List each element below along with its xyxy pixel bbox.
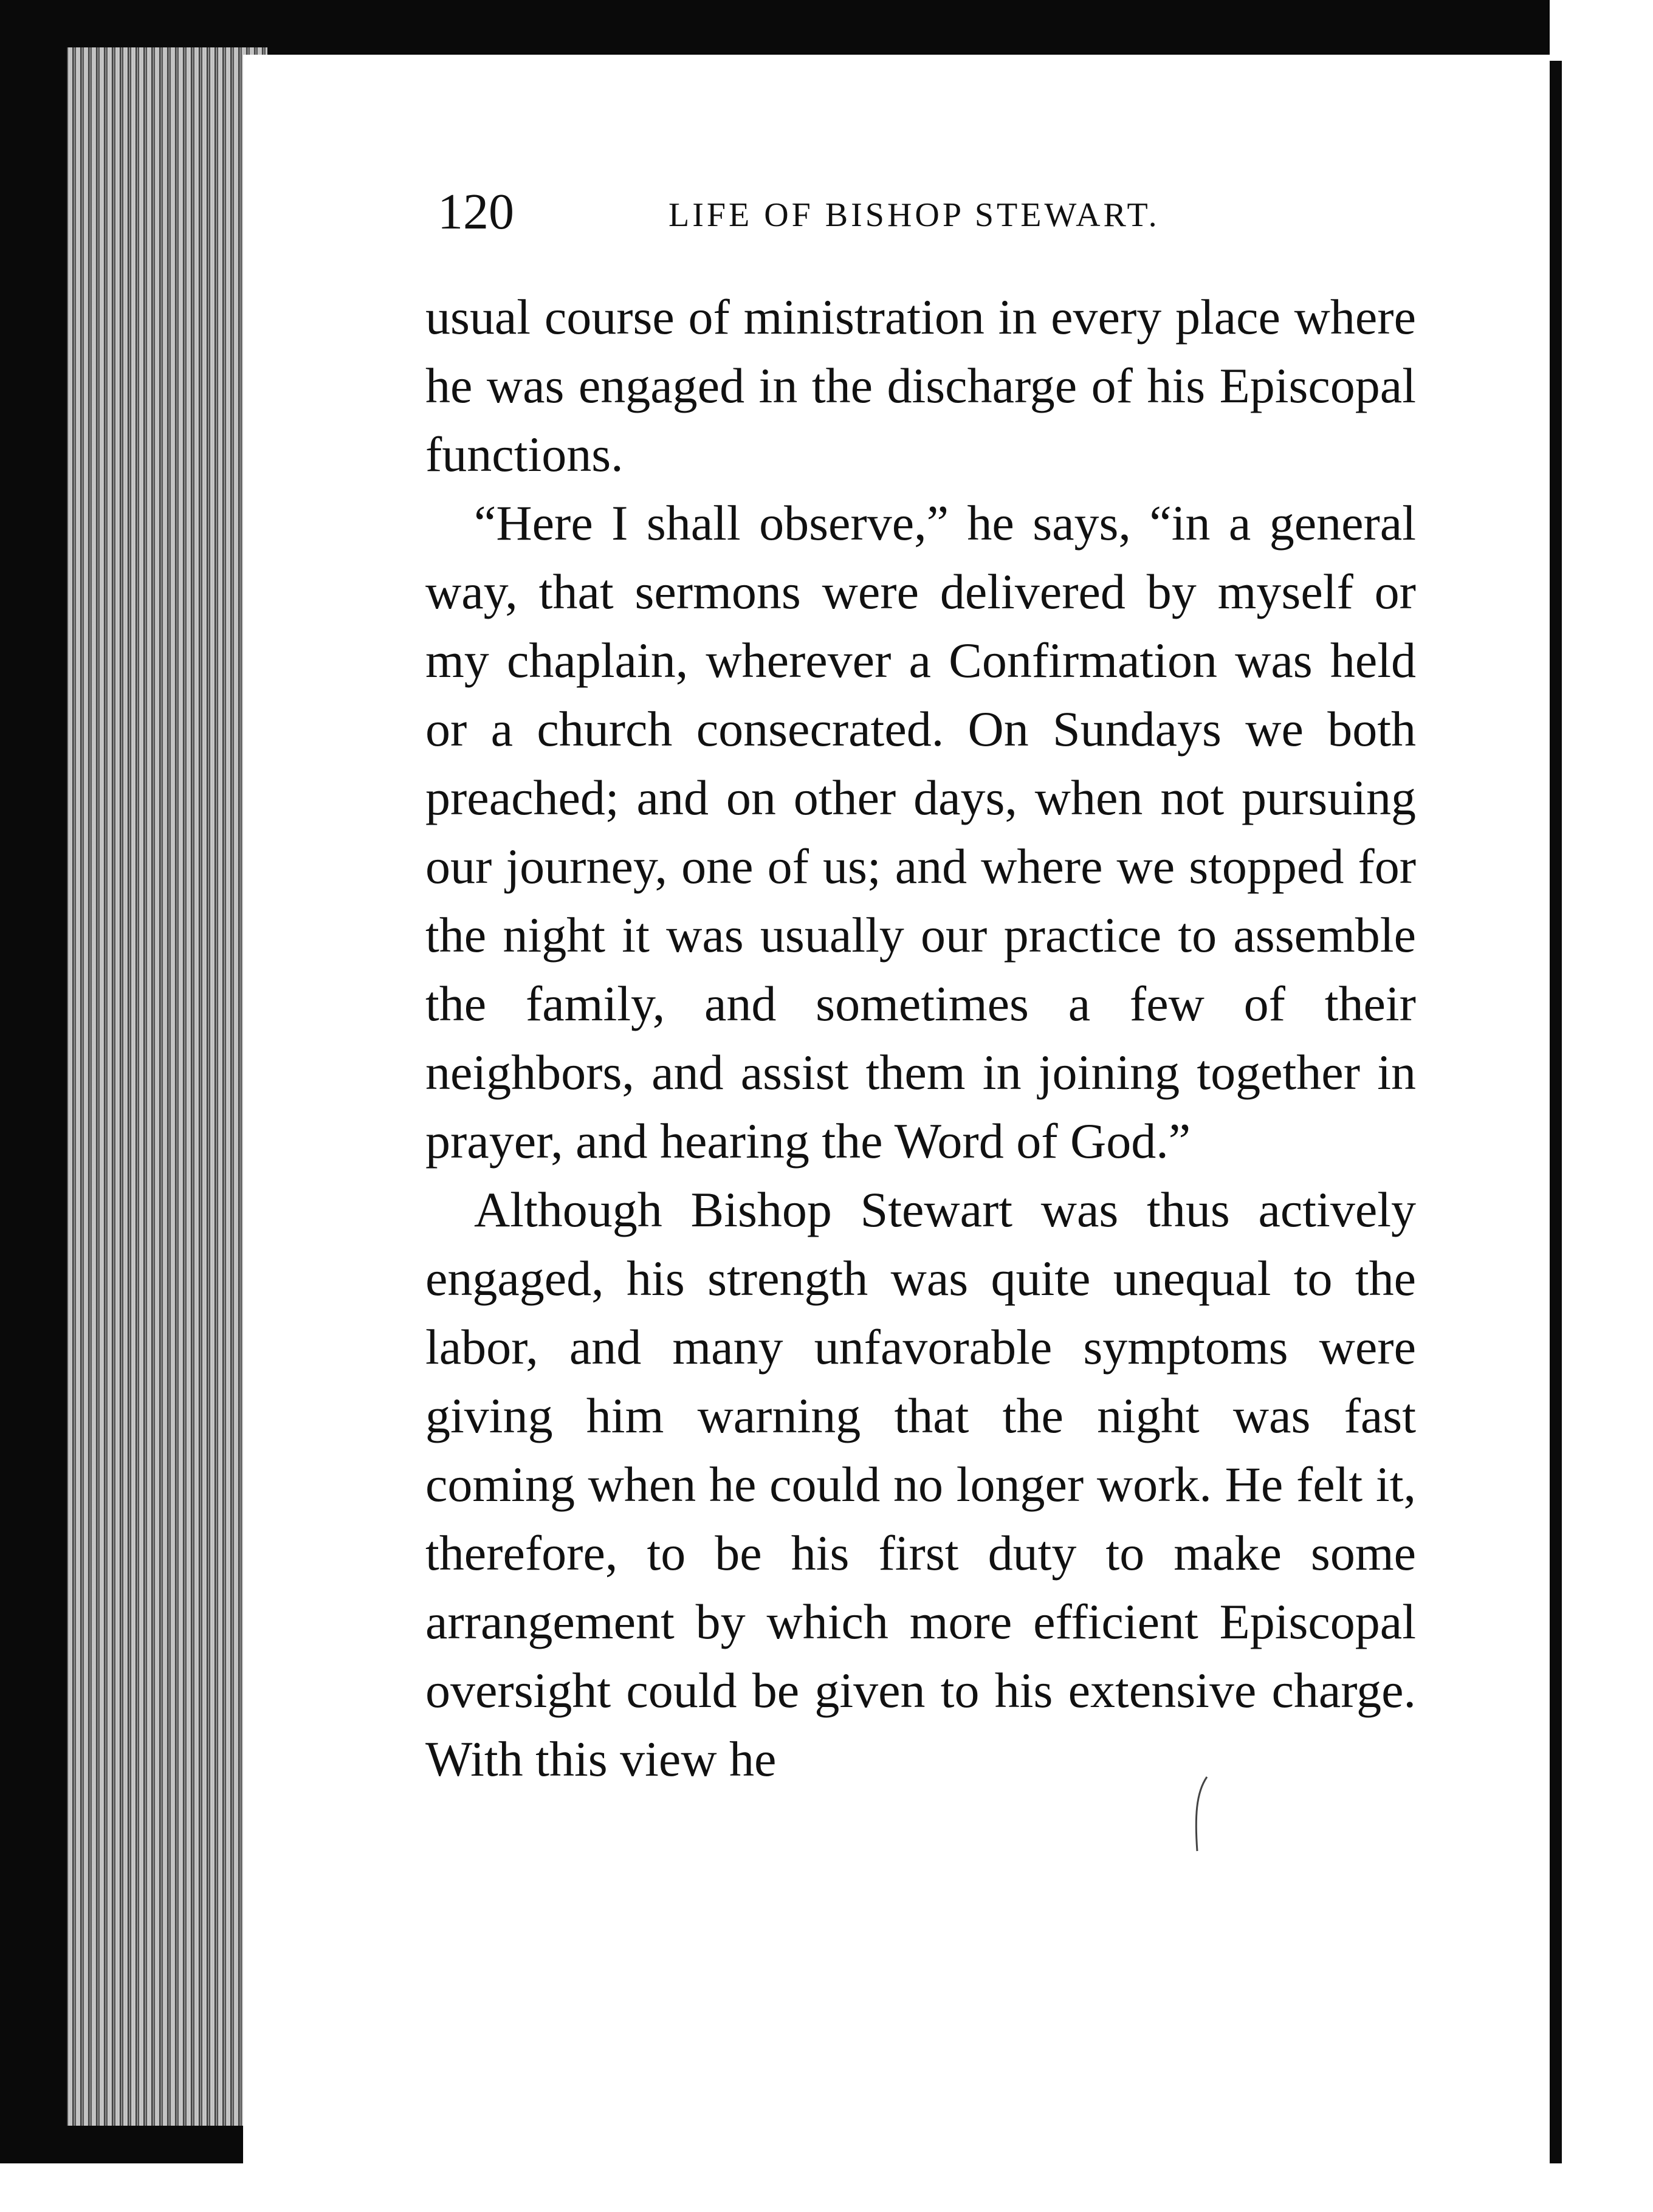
facing-page-edge (1550, 0, 1653, 2212)
page-header (438, 182, 1422, 249)
paragraph-3: Although Bishop Stewart was thus actively engaged, his strength was quite unequal to the labor, and many unfavorable symptoms were giving him warning that the night was fast coming when he could no longer work. He felt it, therefore, to be his first duty to make some arrangement by which more efficient Episcopal oversight could be given to his extensive charge. With this view he (425, 1182, 1416, 1787)
page-number: 120 (438, 184, 514, 240)
book-page-edges (67, 47, 267, 2126)
running-head: LIFE OF BISHOP STEWART. (668, 196, 1160, 234)
paragraph-2: “Here I shall observe,” he says, “in a general way, that sermons were delivered by myself or my chaplain, wherever a Confirmation was held or a church consecrated. On Sundays we both preached; and on other days, when not pursuing our journey, one of us; and where we stopped for the night it was usually our practice to assemble the family, and sometimes a few of their neighbors, and assist them in joining together in prayer, and hearing the Word of God.” (425, 495, 1416, 1169)
gutter-shadow (1550, 61, 1562, 2188)
bottom-margin (0, 2163, 1653, 2212)
pencil-mark (1191, 1774, 1209, 1853)
paragraph-1: usual course of ministration in every place where he was engaged in the discharge of his Episcopal functions. (425, 289, 1416, 482)
body-text (425, 283, 1416, 1793)
